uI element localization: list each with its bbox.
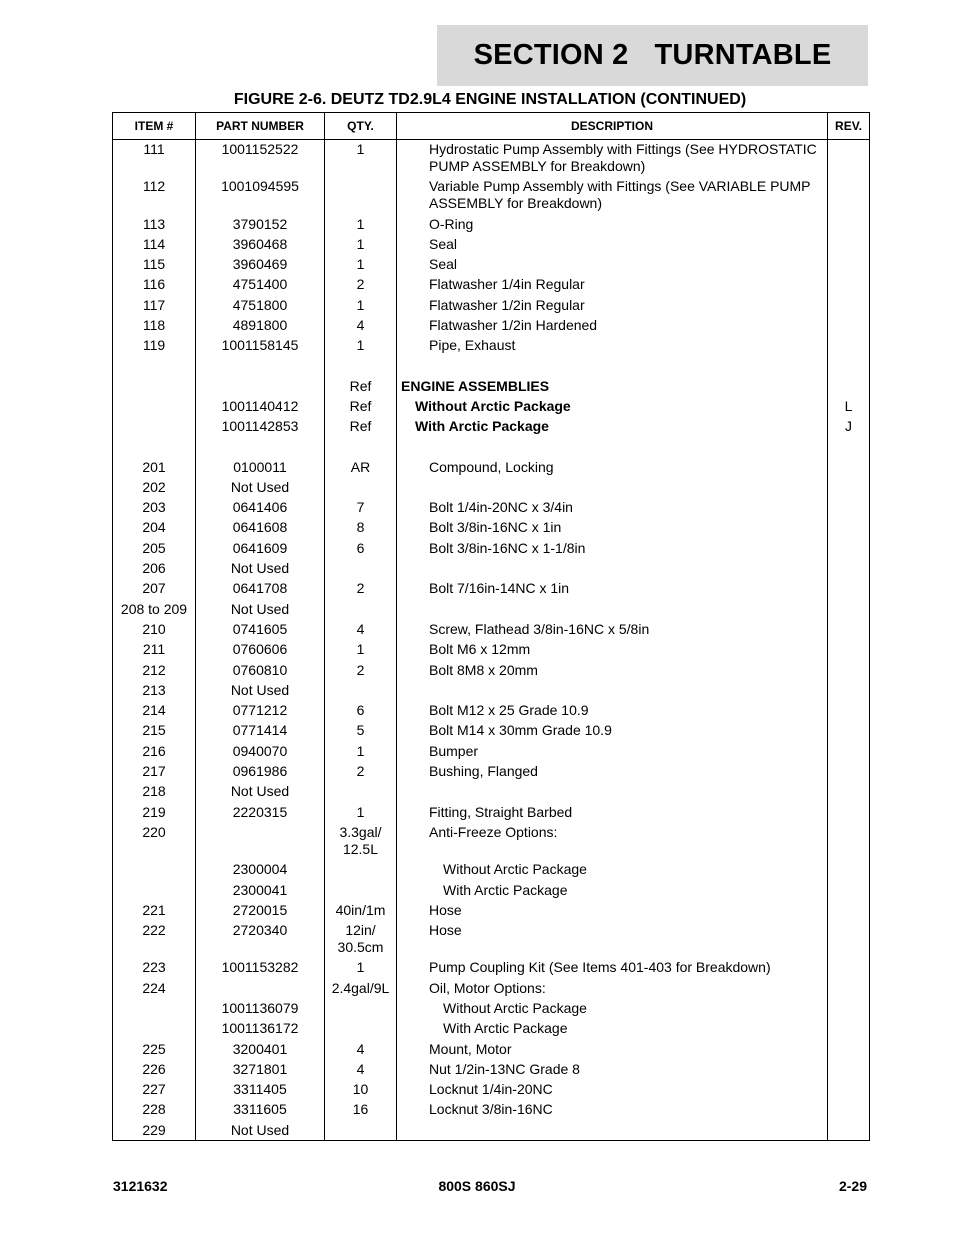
description-cell: Mount, Motor	[397, 1041, 828, 1061]
description-cell: O-Ring	[397, 216, 828, 236]
rev-cell	[828, 824, 870, 861]
rev-cell	[828, 580, 870, 600]
table-row	[113, 580, 870, 600]
description-cell: Bolt M14 x 30mm Grade 10.9	[397, 722, 828, 742]
qty-cell: 6	[325, 540, 397, 560]
column-header-part-number: PART NUMBER	[196, 113, 325, 140]
description-cell: Oil, Motor Options:	[397, 980, 828, 1000]
part-number-cell: 0641406	[196, 499, 325, 519]
description-cell: Bolt M12 x 25 Grade 10.9	[397, 702, 828, 722]
part-number-cell: Not Used	[196, 1122, 325, 1141]
rev-cell	[828, 499, 870, 519]
rev-cell	[828, 540, 870, 560]
table-row	[113, 378, 870, 398]
qty-cell: Ref	[325, 398, 397, 418]
rev-cell	[828, 861, 870, 881]
rev-cell	[828, 722, 870, 742]
rev-cell	[828, 178, 870, 215]
table-row	[113, 499, 870, 519]
description-cell: Flatwasher 1/4in Regular	[397, 276, 828, 296]
part-number-cell: Not Used	[196, 783, 325, 803]
table-row	[113, 276, 870, 296]
rev-cell	[828, 256, 870, 276]
qty-cell	[325, 861, 397, 881]
qty-cell: 16	[325, 1101, 397, 1121]
description-cell: ENGINE ASSEMBLIES	[397, 378, 828, 398]
qty-cell	[325, 682, 397, 702]
item-cell: 221	[113, 902, 196, 922]
description-cell	[397, 682, 828, 702]
table-row	[113, 959, 870, 979]
description-cell: Hose	[397, 902, 828, 922]
table-row	[113, 682, 870, 702]
qty-cell: 4	[325, 1041, 397, 1061]
column-header-rev: REV.	[828, 113, 870, 140]
item-cell	[113, 398, 196, 418]
qty-cell: 1	[325, 216, 397, 236]
qty-cell: Ref	[325, 378, 397, 398]
item-cell: 212	[113, 662, 196, 682]
table-row	[113, 601, 870, 621]
table-row	[113, 256, 870, 276]
item-cell: 229	[113, 1122, 196, 1141]
parts-table-body	[113, 140, 870, 1141]
part-number-cell: 3200401	[196, 1041, 325, 1061]
section-title: TURNTABLE	[654, 39, 832, 71]
part-number-cell: 1001136172	[196, 1020, 325, 1040]
description-cell	[397, 1122, 828, 1141]
qty-cell: 1	[325, 743, 397, 763]
rev-cell	[828, 959, 870, 979]
part-number-cell: 1001142853	[196, 418, 325, 438]
qty-cell: 4	[325, 621, 397, 641]
table-row	[113, 216, 870, 236]
table-row	[113, 641, 870, 661]
item-cell	[113, 1000, 196, 1020]
rev-cell	[828, 1122, 870, 1141]
section-header	[437, 25, 868, 86]
description-cell: Bolt 1/4in-20NC x 3/4in	[397, 499, 828, 519]
part-number-cell: 2300041	[196, 882, 325, 902]
item-cell: 224	[113, 980, 196, 1000]
part-number-cell: 4751400	[196, 276, 325, 296]
qty-cell	[325, 601, 397, 621]
item-cell: 202	[113, 479, 196, 499]
rev-cell	[828, 1081, 870, 1101]
item-cell	[113, 1020, 196, 1040]
table-spacer-cell	[397, 439, 828, 459]
rev-cell	[828, 804, 870, 824]
part-number-cell: 3271801	[196, 1061, 325, 1081]
qty-cell	[325, 1122, 397, 1141]
rev-cell	[828, 140, 870, 179]
qty-cell	[325, 1000, 397, 1020]
table-spacer-cell	[397, 358, 828, 378]
rev-cell	[828, 378, 870, 398]
table-row	[113, 902, 870, 922]
item-cell: 216	[113, 743, 196, 763]
item-cell: 113	[113, 216, 196, 236]
part-number-cell: Not Used	[196, 601, 325, 621]
table-row	[113, 1020, 870, 1040]
part-number-cell: 0760810	[196, 662, 325, 682]
item-cell: 214	[113, 702, 196, 722]
description-cell: With Arctic Package	[397, 1020, 828, 1040]
part-number-cell: 1001158145	[196, 337, 325, 357]
column-header-qty: QTY.	[325, 113, 397, 140]
rev-cell	[828, 763, 870, 783]
part-number-cell: 0100011	[196, 459, 325, 479]
part-number-cell	[196, 824, 325, 861]
rev-cell	[828, 216, 870, 236]
item-cell	[113, 378, 196, 398]
part-number-cell: 3960468	[196, 236, 325, 256]
qty-cell: 2.4gal/9L	[325, 980, 397, 1000]
table-row	[113, 763, 870, 783]
description-cell: Anti-Freeze Options:	[397, 824, 828, 861]
table-row	[113, 621, 870, 641]
table-spacer-cell	[113, 358, 196, 378]
table-row	[113, 337, 870, 357]
item-cell: 201	[113, 459, 196, 479]
description-cell: Fitting, Straight Barbed	[397, 804, 828, 824]
part-number-cell: 0771414	[196, 722, 325, 742]
column-header-item: ITEM #	[113, 113, 196, 140]
qty-cell: 4	[325, 1061, 397, 1081]
qty-cell	[325, 479, 397, 499]
rev-cell	[828, 922, 870, 959]
table-spacer-cell	[828, 439, 870, 459]
rev-cell	[828, 459, 870, 479]
rev-cell	[828, 297, 870, 317]
item-cell: 117	[113, 297, 196, 317]
rev-cell	[828, 882, 870, 902]
part-number-cell	[196, 980, 325, 1000]
description-cell: Bolt M6 x 12mm	[397, 641, 828, 661]
table-row	[113, 702, 870, 722]
table-row	[113, 560, 870, 580]
table-row	[113, 178, 870, 215]
qty-cell: 3.3gal/ 12.5L	[325, 824, 397, 861]
item-cell: 215	[113, 722, 196, 742]
table-spacer-cell	[196, 358, 325, 378]
part-number-cell: 3311605	[196, 1101, 325, 1121]
table-row	[113, 1061, 870, 1081]
description-cell: With Arctic Package	[397, 418, 828, 438]
description-cell: Nut 1/2in-13NC Grade 8	[397, 1061, 828, 1081]
document-number: 3121632	[113, 1178, 168, 1194]
qty-cell: 1	[325, 256, 397, 276]
qty-cell: 2	[325, 763, 397, 783]
part-number-cell: 0961986	[196, 763, 325, 783]
part-number-cell: 1001140412	[196, 398, 325, 418]
item-cell: 210	[113, 621, 196, 641]
parts-table	[112, 112, 870, 1141]
item-cell: 207	[113, 580, 196, 600]
table-row	[113, 922, 870, 959]
item-cell: 228	[113, 1101, 196, 1121]
description-cell: Pump Coupling Kit (See Items 401-403 for Breakdown)	[397, 959, 828, 979]
qty-cell	[325, 783, 397, 803]
description-cell: Flatwasher 1/2in Hardened	[397, 317, 828, 337]
part-number-cell: 0641609	[196, 540, 325, 560]
item-cell: 111	[113, 140, 196, 179]
item-cell: 211	[113, 641, 196, 661]
description-cell	[397, 783, 828, 803]
part-number-cell: 1001094595	[196, 178, 325, 215]
part-number-cell: 2220315	[196, 804, 325, 824]
description-cell	[397, 479, 828, 499]
rev-cell	[828, 1061, 870, 1081]
item-cell: 220	[113, 824, 196, 861]
part-number-cell: 1001153282	[196, 959, 325, 979]
part-number-cell: Not Used	[196, 560, 325, 580]
table-row	[113, 317, 870, 337]
item-cell: 206	[113, 560, 196, 580]
qty-cell: AR	[325, 459, 397, 479]
qty-cell: 6	[325, 702, 397, 722]
item-cell	[113, 882, 196, 902]
table-row	[113, 398, 870, 418]
description-cell: Bolt 3/8in-16NC x 1-1/8in	[397, 540, 828, 560]
description-cell: Bumper	[397, 743, 828, 763]
rev-cell	[828, 662, 870, 682]
description-cell	[397, 601, 828, 621]
section-number: SECTION 2	[473, 39, 629, 71]
description-cell: With Arctic Package	[397, 882, 828, 902]
qty-cell: 40in/1m	[325, 902, 397, 922]
item-cell: 116	[113, 276, 196, 296]
page-number: 2-29	[838, 1178, 867, 1194]
description-cell: Seal	[397, 236, 828, 256]
rev-cell	[828, 783, 870, 803]
qty-cell	[325, 178, 397, 215]
description-cell: Without Arctic Package	[397, 861, 828, 881]
part-number-cell: 4891800	[196, 317, 325, 337]
item-cell: 112	[113, 178, 196, 215]
table-row	[113, 1041, 870, 1061]
part-number-cell: 1001136079	[196, 1000, 325, 1020]
qty-cell: 2	[325, 580, 397, 600]
part-number-cell: 0641608	[196, 519, 325, 539]
qty-cell: 2	[325, 662, 397, 682]
description-cell: Bolt 7/16in-14NC x 1in	[397, 580, 828, 600]
description-cell: Seal	[397, 256, 828, 276]
part-number-cell: 1001152522	[196, 140, 325, 179]
part-number-cell: 0641708	[196, 580, 325, 600]
qty-cell: 1	[325, 337, 397, 357]
table-row	[113, 418, 870, 438]
description-cell	[397, 560, 828, 580]
qty-cell: 1	[325, 236, 397, 256]
table-spacer-cell	[828, 358, 870, 378]
table-row	[113, 783, 870, 803]
table-row	[113, 236, 870, 256]
rev-cell	[828, 1000, 870, 1020]
rev-cell	[828, 276, 870, 296]
item-cell: 119	[113, 337, 196, 357]
table-row	[113, 519, 870, 539]
rev-cell	[828, 601, 870, 621]
qty-cell: 12in/ 30.5cm	[325, 922, 397, 959]
description-cell: Without Arctic Package	[397, 398, 828, 418]
table-row	[113, 297, 870, 317]
table-row	[113, 722, 870, 742]
qty-cell	[325, 560, 397, 580]
item-cell: 114	[113, 236, 196, 256]
item-cell: 115	[113, 256, 196, 276]
qty-cell: 10	[325, 1081, 397, 1101]
item-cell	[113, 418, 196, 438]
item-cell: 118	[113, 317, 196, 337]
item-cell: 225	[113, 1041, 196, 1061]
table-row	[113, 662, 870, 682]
table-row	[113, 459, 870, 479]
part-number-cell: 0760606	[196, 641, 325, 661]
item-cell	[113, 861, 196, 881]
qty-cell: 4	[325, 317, 397, 337]
qty-cell	[325, 882, 397, 902]
rev-cell	[828, 743, 870, 763]
table-header-row	[113, 113, 870, 140]
part-number-cell: 0771212	[196, 702, 325, 722]
table-row	[113, 1122, 870, 1141]
part-number-cell: 4751800	[196, 297, 325, 317]
qty-cell: 1	[325, 959, 397, 979]
qty-cell: 2	[325, 276, 397, 296]
rev-cell	[828, 980, 870, 1000]
item-cell: 223	[113, 959, 196, 979]
item-cell: 226	[113, 1061, 196, 1081]
description-cell: Screw, Flathead 3/8in-16NC x 5/8in	[397, 621, 828, 641]
part-number-cell: 3311405	[196, 1081, 325, 1101]
table-row	[113, 861, 870, 881]
qty-cell: 7	[325, 499, 397, 519]
table-spacer-row	[113, 439, 870, 459]
qty-cell: 1	[325, 140, 397, 179]
part-number-cell: 2300004	[196, 861, 325, 881]
item-cell: 218	[113, 783, 196, 803]
item-cell: 227	[113, 1081, 196, 1101]
table-spacer-cell	[325, 358, 397, 378]
rev-cell	[828, 1020, 870, 1040]
description-cell: Bolt 8M8 x 20mm	[397, 662, 828, 682]
table-spacer-cell	[113, 439, 196, 459]
description-cell: Locknut 3/8in-16NC	[397, 1101, 828, 1121]
table-row	[113, 743, 870, 763]
qty-cell: 5	[325, 722, 397, 742]
table-row	[113, 804, 870, 824]
item-cell: 204	[113, 519, 196, 539]
rev-cell	[828, 479, 870, 499]
rev-cell: J	[828, 418, 870, 438]
description-cell: Hydrostatic Pump Assembly with Fittings (See HYDROSTATIC PUMP ASSEMBLY for Breakdown)	[397, 140, 828, 179]
rev-cell	[828, 682, 870, 702]
table-row	[113, 1081, 870, 1101]
table-row	[113, 140, 870, 179]
part-number-cell	[196, 378, 325, 398]
table-row	[113, 479, 870, 499]
table-row	[113, 882, 870, 902]
part-number-cell: Not Used	[196, 682, 325, 702]
item-cell: 219	[113, 804, 196, 824]
description-cell: Flatwasher 1/2in Regular	[397, 297, 828, 317]
rev-cell	[828, 702, 870, 722]
part-number-cell: 3960469	[196, 256, 325, 276]
rev-cell: L	[828, 398, 870, 418]
rev-cell	[828, 1041, 870, 1061]
qty-cell: 8	[325, 519, 397, 539]
rev-cell	[828, 1101, 870, 1121]
column-header-description: DESCRIPTION	[397, 113, 828, 140]
part-number-cell: Not Used	[196, 479, 325, 499]
part-number-cell: 3790152	[196, 216, 325, 236]
description-cell: Variable Pump Assembly with Fittings (See VARIABLE PUMP ASSEMBLY for Breakdown)	[397, 178, 828, 215]
rev-cell	[828, 519, 870, 539]
item-cell: 213	[113, 682, 196, 702]
description-cell: Pipe, Exhaust	[397, 337, 828, 357]
table-spacer-row	[113, 358, 870, 378]
rev-cell	[828, 337, 870, 357]
table-row	[113, 1000, 870, 1020]
rev-cell	[828, 317, 870, 337]
rev-cell	[828, 641, 870, 661]
item-cell: 205	[113, 540, 196, 560]
part-number-cell: 0940070	[196, 743, 325, 763]
qty-cell	[325, 1020, 397, 1040]
item-cell: 203	[113, 499, 196, 519]
rev-cell	[828, 621, 870, 641]
rev-cell	[828, 236, 870, 256]
qty-cell: Ref	[325, 418, 397, 438]
table-row	[113, 1101, 870, 1121]
part-number-cell: 2720015	[196, 902, 325, 922]
item-cell: 208 to 209	[113, 601, 196, 621]
rev-cell	[828, 560, 870, 580]
table-spacer-cell	[325, 439, 397, 459]
part-number-cell: 2720340	[196, 922, 325, 959]
description-cell: Hose	[397, 922, 828, 959]
rev-cell	[828, 902, 870, 922]
table-row	[113, 980, 870, 1000]
item-cell: 222	[113, 922, 196, 959]
table-spacer-cell	[196, 439, 325, 459]
description-cell: Compound, Locking	[397, 459, 828, 479]
qty-cell: 1	[325, 804, 397, 824]
description-cell: Locknut 1/4in-20NC	[397, 1081, 828, 1101]
model-number: 800S 860SJ	[438, 1178, 516, 1194]
description-cell: Bushing, Flanged	[397, 763, 828, 783]
item-cell: 217	[113, 763, 196, 783]
description-cell: Bolt 3/8in-16NC x 1in	[397, 519, 828, 539]
qty-cell: 1	[325, 641, 397, 661]
table-row	[113, 540, 870, 560]
table-row	[113, 824, 870, 861]
part-number-cell: 0741605	[196, 621, 325, 641]
description-cell: Without Arctic Package	[397, 1000, 828, 1020]
figure-title: FIGURE 2-6. DEUTZ TD2.9L4 ENGINE INSTALLATION (CONTINUED)	[233, 91, 747, 108]
qty-cell: 1	[325, 297, 397, 317]
